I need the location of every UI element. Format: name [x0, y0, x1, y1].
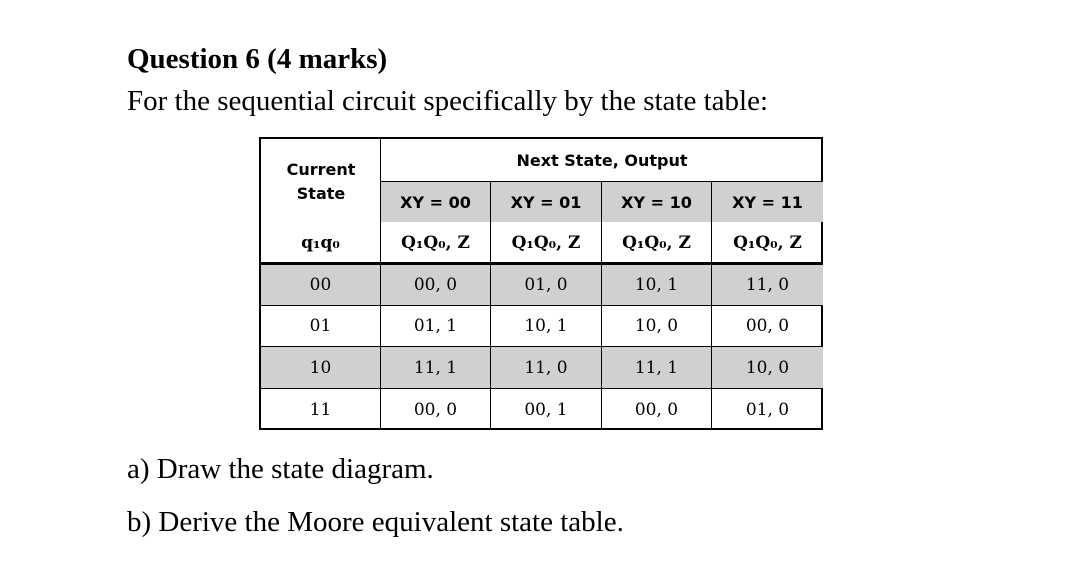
state-table — [259, 137, 823, 430]
table-cell: 00, 0 — [413, 399, 458, 420]
table-cell: 00, 0 — [634, 399, 679, 420]
xy-header-10: XY = 10 — [621, 192, 692, 212]
question-title: Question 6 (4 marks) — [127, 43, 388, 75]
table-cell: 10, 0 — [745, 357, 790, 378]
table-cell: 11, 0 — [745, 275, 790, 295]
table-cell: 11, 0 — [524, 357, 568, 378]
table-cell: 01, 0 — [745, 399, 790, 420]
row-state: 00 — [309, 275, 332, 295]
table-cell: 11, 1 — [413, 357, 458, 378]
part-b-text: b) Derive the Moore equivalent state table. — [127, 506, 624, 538]
question-intro: For the sequential circuit specifically by the state table: — [127, 85, 769, 117]
table-cell: 10, 1 — [634, 275, 679, 295]
current-state-header: Current State — [286, 160, 356, 203]
row-state: 11 — [309, 399, 332, 420]
table-cell: 10, 0 — [634, 316, 679, 336]
subheader-01: Q₁Q₀, Z — [511, 232, 581, 253]
table-cell: 01, 0 — [524, 275, 568, 295]
xy-header-11: XY = 11 — [732, 192, 803, 212]
subheader-10: Q₁Q₀, Z — [622, 232, 691, 253]
table-cell: 00, 0 — [413, 275, 458, 295]
table-cell: 10, 1 — [524, 316, 568, 336]
table-cell: 01, 1 — [413, 316, 458, 336]
table-cell: 11, 1 — [634, 357, 679, 378]
part-a-text: a) Draw the state diagram. — [127, 453, 434, 485]
subheader-11: Q₁Q₀, Z — [733, 232, 802, 253]
next-state-header: Next State, Output — [516, 150, 688, 170]
row-state: 01 — [309, 316, 332, 336]
table-cell: 00, 1 — [524, 399, 568, 420]
row-state: 10 — [309, 357, 332, 378]
state-var-label: q₁q₀ — [301, 232, 340, 253]
subheader-00: Q₁Q₀, Z — [401, 232, 470, 253]
xy-header-01: XY = 01 — [510, 192, 582, 212]
table-cell: 00, 0 — [745, 316, 790, 336]
xy-header-00: XY = 00 — [400, 192, 471, 212]
